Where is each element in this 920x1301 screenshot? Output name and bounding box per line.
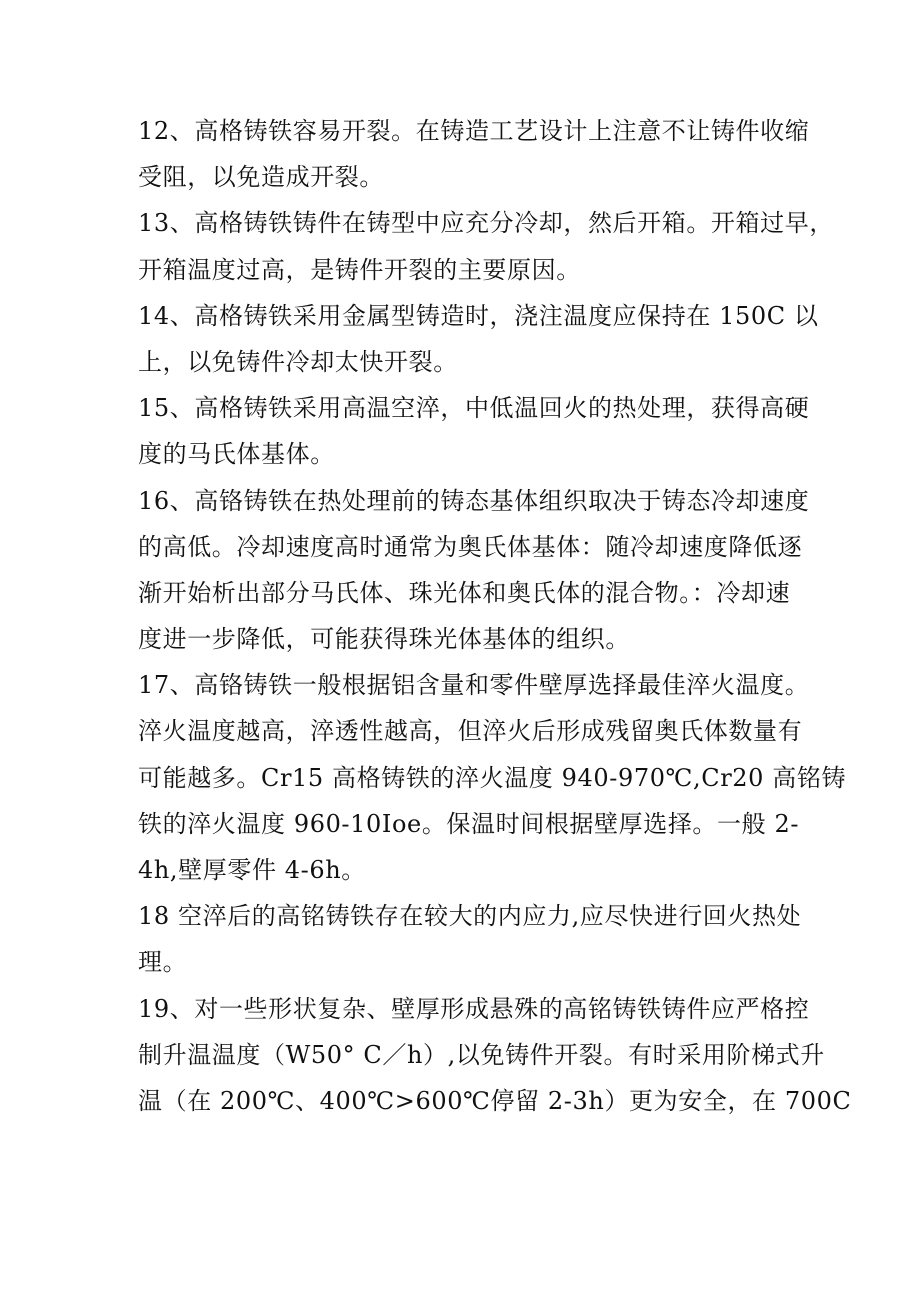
- text-line: 16、高铬铸铁在热处理前的铸态基体组织取决于铸态冷却速度: [138, 486, 810, 515]
- text-line: 度的马氏体基体。: [138, 440, 335, 469]
- text-line: 4h,壁厚零件 4-6h。: [138, 856, 366, 884]
- text-line: 19、对一些形状复杂、壁厚形成悬殊的高铭铸铁铸件应严格控: [138, 994, 810, 1023]
- text-line: 制升温温度（W50° C／h）,以免铸件开裂。有时采用阶梯式升: [138, 1040, 825, 1069]
- text-line: 可能越多。Cr15 高格铸铁的淬火温度 940-970℃,Cr20 高铭铸: [138, 763, 847, 792]
- text-line: 渐开始析出部分马氏体、珠光体和奥氏体的混合物。：冷却速: [138, 578, 791, 607]
- text-line: 15、高格铸铁采用高温空淬，中低温回火的热处理，获得高硬: [138, 394, 810, 423]
- text-line: 14、高格铸铁采用金属型铸造时，浇注温度应保持在 150C 以: [138, 301, 819, 330]
- text-line: 受阻，以免造成开裂。: [138, 163, 384, 192]
- text-line: 12、高格铸铁容易开裂。在铸造工艺设计上注意不让铸件收缩: [138, 117, 810, 145]
- document-body: [138, 108, 852, 1124]
- text-line: 17、高铬铸铁一般根据铝含量和零件壁厚选择最佳淬火温度。: [138, 671, 810, 700]
- text-line: 铁的淬火温度 960-10Ioe。保温时间根据壁厚选择。一般 2-: [138, 809, 800, 838]
- text-line: 淬火温度越高，淬透性越高，但淬火后形成残留奥氏体数量有: [138, 717, 803, 746]
- text-line: 温（在 200℃、400℃>600℃停留 2-3h）更为安全，在 700C: [138, 1086, 852, 1115]
- text-line: 度进一步降低，可能获得珠光体基体的组织。: [138, 625, 630, 654]
- text-line: 的高低。冷却速度高时通常为奥氏体基体：随冷却速度降低逐: [138, 532, 803, 561]
- text-line: 上，以免铸件冷却太快开裂。: [138, 347, 458, 376]
- text-line: 开箱温度过高，是铸件开裂的主要原因。: [138, 255, 581, 284]
- text-line: 13、高格铸铁铸件在铸型中应充分冷却，然后开箱。开箱过早，: [138, 209, 834, 238]
- text-line: 理。: [138, 948, 188, 977]
- text-line: 18 空淬后的高铭铸铁存在较大的内应力,应尽快进行回火热处: [138, 902, 802, 931]
